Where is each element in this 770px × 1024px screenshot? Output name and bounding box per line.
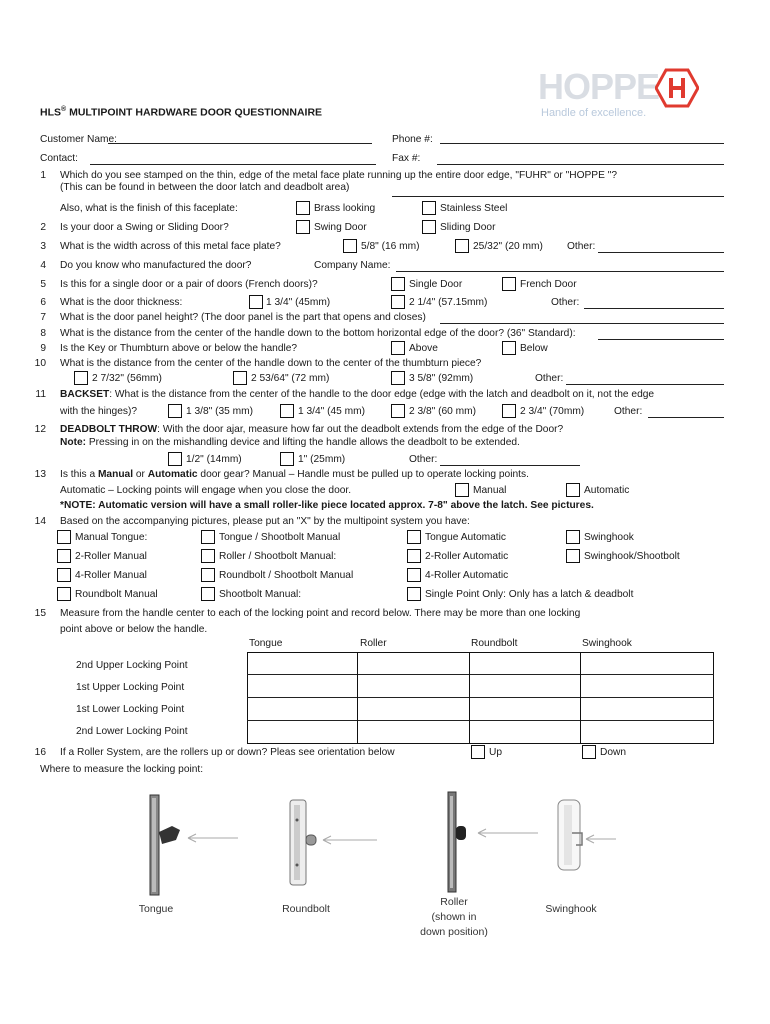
thickness-1-3-4-label: 1 3/4" (45mm) [266,297,331,308]
roller-caption-line: Roller [440,896,468,908]
manual-gear-checkbox[interactable] [455,483,469,497]
automatic-gear-label: Automatic [584,485,630,496]
q4-number: 4 [40,260,46,271]
thumbturn-92mm-checkbox[interactable] [391,371,405,385]
system-option-checkbox[interactable] [201,549,215,563]
below-label: Below [520,343,548,354]
rollers-up-checkbox[interactable] [471,745,485,759]
where-to-measure-label: Where to measure the locking point: [40,764,204,775]
q2-text: Is your door a Swing or Sliding Door? [60,222,229,233]
system-option-checkbox[interactable] [201,587,215,601]
system-option-label: 2-Roller Manual [75,551,147,562]
system-option-label: Swinghook/Shootbolt [584,551,680,562]
q2-number: 2 [40,222,46,233]
french-door-checkbox[interactable] [502,277,516,291]
q3-number: 3 [40,241,46,252]
column-header: Tongue [249,638,283,649]
q15-number: 15 [34,608,46,619]
hoppe-h-icon [655,68,699,108]
rollers-up-label: Up [489,747,503,758]
column-header: Swinghook [582,638,632,649]
backset-45mm-checkbox[interactable] [280,404,294,418]
roller-caption-line: down position) [420,926,488,938]
system-option-label: Shootbolt Manual: [219,589,302,600]
customer-name-label: Customer Name: [40,134,117,145]
q5-number: 5 [40,279,46,290]
above-label: Above [409,343,438,354]
system-option-checkbox[interactable] [201,530,215,544]
q9-text: Is the Key or Thumbturn above or below the handle? [60,343,298,354]
table-divider [357,652,358,744]
thumbturn-72mm-label: 2 53/64" (72 mm) [251,373,330,384]
thumbturn-56mm-checkbox[interactable] [74,371,88,385]
q12-other-label: Other: [409,454,438,465]
thickness-1-3-4-checkbox[interactable] [249,295,263,309]
q6-number: 6 [40,297,46,308]
phone-label: Phone #: [392,134,433,145]
q16-text: If a Roller System, are the rollers up or down? Pleas see orientation below [60,747,395,758]
width-25-32-label: 25/32" (20 mm) [473,241,543,252]
table-grid [247,652,714,744]
q15-text-2: point above or below the handle. [60,624,208,635]
q15-text: Measure from the handle center to each of the locking point and record below. There may be more than one locking [60,608,581,619]
q9-number: 9 [40,343,46,354]
system-option-checkbox[interactable] [57,530,71,544]
thickness-2-1-4-checkbox[interactable] [391,295,405,309]
q7-answer-field[interactable] [440,323,724,324]
table-divider [580,652,581,744]
table-row-label: 2nd Upper Locking Point [76,660,188,671]
automatic-gear-checkbox[interactable] [566,483,580,497]
system-option-label: Roundbolt Manual [75,589,158,600]
system-option-checkbox[interactable] [57,549,71,563]
q11-number: 11 [35,389,46,400]
swing-door-label: Swing Door [314,222,367,233]
q8-number: 8 [40,328,46,339]
q10-other-label: Other: [535,373,564,384]
throw-14mm-checkbox[interactable] [168,452,182,466]
table-divider [469,652,470,744]
company-name-label: Company Name: [314,260,391,271]
system-option-label: 2-Roller Automatic [425,551,509,562]
system-option-label: Roller / Shootbolt Manual: [219,551,337,562]
throw-14mm-label: 1/2" (14mm) [186,454,242,465]
q6-other-label: Other: [551,297,580,308]
below-checkbox[interactable] [502,341,516,355]
q12-text: DEADBOLT THROW: With the door ajar, measure how far out the deadbolt extends from the edge of the Door? [60,424,564,435]
thickness-2-1-4-label: 2 1/4" (57.15mm) [409,297,488,308]
thumbturn-92mm-label: 3 5/8" (92mm) [409,373,474,384]
tongue-caption: Tongue [138,903,174,915]
q13-text: Is this a Manual or Automatic door gear? Manual – Handle must be pulled up to operate locking points. [60,469,529,480]
system-option-checkbox[interactable] [201,568,215,582]
q16-number: 16 [34,747,46,758]
single-door-checkbox[interactable] [391,277,405,291]
q1-answer-field[interactable] [392,196,724,197]
width-25-32-checkbox[interactable] [455,239,469,253]
q3-text: What is the width across of this metal face plate? [60,241,281,252]
backset-70mm-label: 2 3/4" (70mm) [520,406,585,417]
table-row-label: 1st Lower Locking Point [76,704,185,715]
logo-wordmark: HOPPE [538,66,660,107]
q1-finish-text: Also, what is the finish of this faceplate: [60,203,238,214]
q12-note: Note: Pressing in on the mishandling device and lifting the handle allows the deadbolt to be extended. [60,437,520,448]
q3-other-label: Other: [567,241,596,252]
thumbturn-56mm-label: 2 7/32" (56mm) [92,373,162,384]
single-door-label: Single Door [409,279,463,290]
phone-field[interactable] [440,143,724,144]
rollers-down-label: Down [600,747,627,758]
q1-text: Which do you see stamped on the thin, edge of the metal face plate running up the entire door edge, "FUHR" or "HOPPE "? [60,170,617,181]
manual-gear-label: Manual [473,485,507,496]
contact-label: Contact: [40,153,78,164]
q13-number: 13 [34,469,46,480]
system-option-label: 4-Roller Automatic [425,570,509,581]
system-option-checkbox[interactable] [407,568,421,582]
contact-field[interactable] [90,164,376,165]
backset-60mm-label: 2 3/8" (60 mm) [409,406,477,417]
column-header: Roundbolt [471,638,518,649]
swinghook-caption: Swinghook [545,903,597,915]
q10-other-field[interactable] [566,384,724,385]
french-door-label: French Door [520,279,577,290]
system-option-label: Tongue / Shootbolt Manual [219,532,341,543]
rollers-down-checkbox[interactable] [582,745,596,759]
system-option-label: Tongue Automatic [425,532,506,543]
page-title: HLS® MULTIPOINT HARDWARE DOOR QUESTIONNAIRE [40,106,323,119]
stainless-label: Stainless Steel [440,203,508,214]
fax-field[interactable] [437,164,724,165]
q14-number: 14 [34,516,46,527]
system-option-checkbox[interactable] [566,530,580,544]
brass-checkbox[interactable] [296,201,310,215]
throw-25mm-label: 1" (25mm) [298,454,346,465]
q10-text: What is the distance from the center of the handle down to the center of the thumbturn piece? [60,358,482,369]
backset-35mm-checkbox[interactable] [168,404,182,418]
backset-70mm-checkbox[interactable] [502,404,516,418]
sliding-door-checkbox[interactable] [422,220,436,234]
table-divider [247,720,714,721]
q10-number: 10 [34,358,46,369]
logo-tagline: Handle of excellence. [541,107,647,119]
column-header: Roller [360,638,387,649]
width-5-8-label: 5/8" (16 mm) [361,241,420,252]
q12-number: 12 [34,424,46,435]
roller-caption-line: (shown in [431,911,477,923]
q5-text: Is this for a single door or a pair of doors (French doors)? [60,279,318,290]
q11-other-label: Other: [614,406,643,417]
q7-number: 7 [40,312,46,323]
above-checkbox[interactable] [391,341,405,355]
q11-text: BACKSET: What is the distance from the center of the handle to the door edge (edge with the latch and deadbolt on it, not the edge [60,389,655,400]
system-option-checkbox[interactable] [57,587,71,601]
system-option-label: Roundbolt / Shootbolt Manual [219,570,354,581]
q4-text: Do you know who manufactured the door? [60,260,252,271]
q1-text-2: (This can be found in between the door latch and deadbolt area) [60,182,350,193]
q6-other-field[interactable] [584,308,724,309]
company-name-field[interactable] [396,271,724,272]
system-option-checkbox[interactable] [407,530,421,544]
tongue-illustration [140,790,250,900]
table-divider [247,674,714,675]
q6-text: What is the door thickness: [60,297,183,308]
thumbturn-72mm-checkbox[interactable] [233,371,247,385]
table-divider [247,697,714,698]
system-option-label: Swinghook [584,532,634,543]
system-option-label: Manual Tongue: [75,532,148,543]
q8-text: What is the distance from the center of the handle down to the bottom horizontal edge of the door? (36" Standard): [60,328,576,339]
system-option-label: Single Point Only: Only has a latch & deadbolt [425,589,634,600]
q1-number: 1 [40,170,46,181]
sliding-door-label: Sliding Door [440,222,496,233]
system-option-checkbox[interactable] [57,568,71,582]
system-option-label: 4-Roller Manual [75,570,147,581]
throw-25mm-checkbox[interactable] [280,452,294,466]
customer-name-field[interactable] [108,143,372,144]
fax-label: Fax #: [392,153,421,164]
q3-other-field[interactable] [598,252,724,253]
width-5-8-checkbox[interactable] [343,239,357,253]
roundbolt-caption: Roundbolt [282,903,330,915]
q11-other-field[interactable] [648,417,724,418]
q13-text-2: Automatic – Locking points will engage when you close the door. [60,485,352,496]
backset-35mm-label: 1 3/8" (35 mm) [186,406,254,417]
q8-answer-field[interactable] [598,339,724,340]
q12-other-field[interactable] [440,465,580,466]
system-option-checkbox[interactable] [566,549,580,563]
backset-45mm-label: 1 3/4" (45 mm) [298,406,366,417]
swinghook-illustration [552,795,632,895]
table-row-label: 2nd Lower Locking Point [76,726,188,737]
stainless-checkbox[interactable] [422,201,436,215]
q14-text: Based on the accompanying pictures, please put an "X" by the multipoint system you have: [60,516,470,527]
roller-illustration [440,788,550,896]
roller-caption [412,895,496,940]
q13-note: *NOTE: Automatic version will have a small roller-like piece located approx. 7-8" above the latch. See pictures. [60,500,594,511]
system-option-checkbox[interactable] [407,587,421,601]
system-option-checkbox[interactable] [407,549,421,563]
roundbolt-illustration [285,795,395,895]
backset-60mm-checkbox[interactable] [391,404,405,418]
q11-text-2: with the hinges)? [60,406,138,417]
q7-text: What is the door panel height? (The door panel is the part that opens and closes) [60,312,426,323]
brass-label: Brass looking [314,203,376,214]
table-row-label: 1st Upper Locking Point [76,682,185,693]
swing-door-checkbox[interactable] [296,220,310,234]
